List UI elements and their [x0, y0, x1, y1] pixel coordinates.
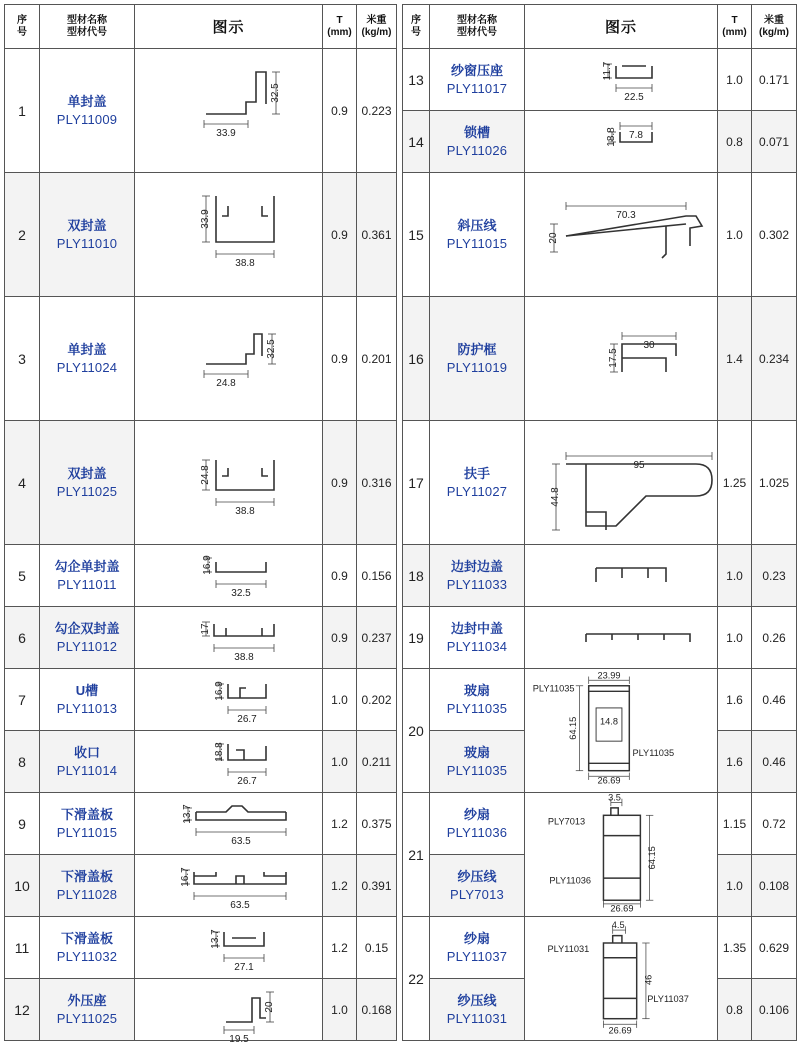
weight-cell: 0.361 [357, 173, 397, 297]
thickness-cell: 1.0 [718, 855, 752, 917]
profile-drawing [136, 920, 322, 976]
svg-text:32.5: 32.5 [265, 338, 277, 359]
header-weight: 米重 [366, 14, 387, 26]
svg-text:38.8: 38.8 [234, 257, 255, 269]
weight-cell: 0.15 [357, 917, 397, 979]
profile-name-cell [430, 669, 525, 731]
profile-figure [525, 545, 718, 607]
thickness-cell: 1.0 [718, 49, 752, 111]
right-spec-table [402, 4, 797, 1041]
profile-name: 双封盖 [67, 465, 107, 481]
profile-name: 收口 [73, 744, 100, 760]
profile-name-cell [40, 421, 135, 545]
profile-name-cell [40, 49, 135, 173]
thickness-cell: 1.25 [718, 421, 752, 545]
weight-cell: 0.201 [357, 297, 397, 421]
profile-drawing [136, 672, 322, 728]
profile-drawing [136, 52, 322, 170]
profile-name-cell [40, 545, 135, 607]
profile-name-cell [430, 855, 525, 917]
svg-text:27.1: 27.1 [233, 961, 254, 973]
profile-drawing [526, 548, 716, 604]
svg-text:7.8: 7.8 [629, 129, 643, 141]
figure-label: 26.69 [608, 1024, 632, 1035]
header-name: 型材名称 [457, 14, 497, 26]
profile-name-cell [40, 979, 135, 1041]
thickness-cell: 1.2 [323, 793, 357, 855]
header-no: 序 [411, 14, 421, 26]
figure-label: 46 [643, 974, 654, 985]
svg-text:30: 30 [643, 339, 655, 351]
profile-code: PLY11035 [446, 762, 508, 778]
row-number: 2 [5, 173, 40, 297]
table-row [403, 607, 797, 669]
profile-name-cell [430, 49, 525, 111]
row-number: 8 [5, 731, 40, 793]
header-weight-unit: (kg/m) [361, 26, 392, 38]
figure-label: 14.8 [600, 716, 618, 727]
profile-drawing [526, 792, 716, 915]
weight-cell: 0.211 [357, 731, 397, 793]
profile-name: 扶手 [463, 465, 490, 481]
weight-cell: 0.629 [752, 917, 797, 979]
header-name: 型材名称 [67, 14, 107, 26]
table-row [5, 607, 397, 669]
profile-code: PLY11019 [446, 359, 508, 375]
svg-text:16.9: 16.9 [213, 680, 225, 701]
profile-code: PLY11025 [56, 1010, 118, 1026]
profile-name: 纱窗压座 [450, 62, 503, 78]
profile-figure [135, 855, 323, 917]
weight-cell: 0.237 [357, 607, 397, 669]
table-row [5, 793, 397, 855]
table-row [5, 917, 397, 979]
table-row [403, 173, 797, 297]
thickness-cell: 1.0 [323, 731, 357, 793]
thickness-cell: 0.9 [323, 545, 357, 607]
profile-drawing [526, 424, 716, 542]
row-number: 3 [5, 297, 40, 421]
svg-text:16.9: 16.9 [201, 554, 213, 575]
weight-cell: 0.108 [752, 855, 797, 917]
figure-label: PLY7013 [547, 816, 586, 827]
figure-label: 64.15 [647, 845, 658, 869]
profile-figure [525, 49, 718, 111]
figure-label: PLY11035 [632, 747, 675, 758]
profile-name: 锁槽 [463, 124, 490, 140]
weight-cell: 0.316 [357, 421, 397, 545]
header-no-2: 号 [411, 26, 421, 38]
svg-text:26.7: 26.7 [236, 775, 257, 787]
header-no: 序 [17, 14, 27, 26]
profile-figure [135, 545, 323, 607]
weight-cell: 0.72 [752, 793, 797, 855]
profile-name-cell [430, 917, 525, 979]
profile-code: PLY11031 [446, 1010, 508, 1026]
table-row [403, 793, 797, 855]
profile-code: PLY11010 [56, 235, 118, 251]
profile-drawing [136, 424, 322, 542]
svg-text:38.8: 38.8 [233, 651, 254, 663]
profile-name: 下滑盖板 [60, 930, 113, 946]
profile-code: PLY11037 [446, 948, 508, 964]
profile-drawing [526, 52, 716, 108]
thickness-cell: 1.2 [323, 855, 357, 917]
header-t: T [731, 14, 738, 26]
profile-name: 玻扇 [463, 744, 490, 760]
table-row [5, 669, 397, 731]
profile-drawing [136, 548, 322, 604]
profile-drawing [526, 919, 716, 1039]
svg-text:26.7: 26.7 [236, 713, 257, 725]
profile-name: U槽 [75, 682, 99, 698]
row-number: 15 [403, 173, 430, 297]
svg-text:63.5: 63.5 [230, 835, 251, 847]
profile-code: PLY11015 [446, 235, 508, 251]
table-row [5, 545, 397, 607]
profile-figure [525, 297, 718, 421]
thickness-cell: 1.0 [323, 669, 357, 731]
profile-code: PLY11011 [57, 576, 117, 592]
profile-figure [135, 917, 323, 979]
table-row [403, 545, 797, 607]
svg-text:17: 17 [199, 622, 211, 635]
figure-label: 26.69 [610, 902, 634, 913]
profile-drawing [526, 610, 716, 666]
profile-code: PLY11028 [56, 886, 118, 902]
figure-label: 26.69 [597, 775, 621, 786]
thickness-cell: 0.9 [323, 173, 357, 297]
profile-name-cell [430, 731, 525, 793]
profile-code: PLY11014 [56, 762, 118, 778]
profile-code: PLY11025 [56, 483, 118, 499]
profile-code: PLY11032 [56, 948, 118, 964]
svg-text:63.5: 63.5 [229, 899, 250, 911]
weight-cell: 0.391 [357, 855, 397, 917]
profile-figure [135, 297, 323, 421]
svg-text:16.7: 16.7 [179, 866, 191, 887]
table-row [5, 173, 397, 297]
profile-name-cell [430, 545, 525, 607]
row-number: 17 [403, 421, 430, 545]
profile-drawing [136, 610, 322, 666]
profile-drawing [136, 796, 322, 852]
svg-text:11.7: 11.7 [602, 61, 613, 80]
table-header [403, 5, 797, 49]
table-row [5, 731, 397, 793]
profile-name-cell [40, 297, 135, 421]
profile-name: 玻扇 [463, 682, 490, 698]
svg-text:17.5: 17.5 [608, 347, 619, 368]
left-spec-table [4, 4, 397, 1045]
profile-figure [525, 421, 718, 545]
profile-figure [525, 173, 718, 297]
profile-drawing [526, 300, 716, 418]
weight-cell: 0.26 [752, 607, 797, 669]
thickness-cell: 1.35 [718, 917, 752, 979]
profile-code: PLY11036 [446, 824, 508, 840]
weight-cell: 0.171 [752, 49, 797, 111]
profile-figure [135, 421, 323, 545]
profile-name-cell [40, 731, 135, 793]
table-row [403, 49, 797, 111]
row-number: 22 [403, 917, 430, 1041]
weight-cell: 0.202 [357, 669, 397, 731]
row-number: 19 [403, 607, 430, 669]
profile-code: PLY11027 [446, 483, 508, 499]
profile-name: 防护框 [457, 341, 497, 357]
profile-name: 单封盖 [67, 341, 107, 357]
profile-code: PLY11013 [56, 700, 118, 716]
thickness-cell: 1.15 [718, 793, 752, 855]
thickness-cell: 0.8 [718, 111, 752, 173]
header-figure: 图示 [525, 5, 718, 49]
thickness-cell: 1.0 [323, 979, 357, 1041]
table-row [403, 297, 797, 421]
figure-label: PLY11035 [532, 682, 575, 693]
profile-drawing [526, 176, 716, 294]
weight-cell: 0.46 [752, 669, 797, 731]
weight-cell: 0.106 [752, 979, 797, 1041]
row-number: 16 [403, 297, 430, 421]
profile-name: 单封盖 [67, 93, 107, 109]
profile-name: 勾企单封盖 [54, 558, 120, 574]
profile-name-cell [430, 979, 525, 1041]
row-number: 6 [5, 607, 40, 669]
weight-cell: 0.168 [357, 979, 397, 1041]
svg-text:20: 20 [263, 1000, 275, 1013]
header-no-2: 号 [17, 26, 27, 38]
svg-text:95: 95 [633, 459, 645, 471]
thickness-cell: 0.9 [323, 421, 357, 545]
thickness-cell: 1.6 [718, 669, 752, 731]
row-number: 5 [5, 545, 40, 607]
row-number: 1 [5, 49, 40, 173]
profile-code: PLY11012 [56, 638, 118, 654]
weight-cell: 0.156 [357, 545, 397, 607]
svg-text:70.3: 70.3 [616, 209, 636, 221]
profile-drawing [526, 114, 716, 170]
profile-name: 斜压线 [457, 217, 497, 233]
svg-text:32.5: 32.5 [269, 82, 281, 103]
figure-label: 3.5 [608, 792, 621, 803]
profile-drawing [136, 300, 322, 418]
profile-name: 下滑盖板 [60, 868, 113, 884]
profile-name-cell [430, 421, 525, 545]
thickness-cell: 1.0 [718, 173, 752, 297]
row-number: 13 [403, 49, 430, 111]
thickness-cell: 0.8 [718, 979, 752, 1041]
thickness-cell: 0.9 [323, 297, 357, 421]
weight-cell: 0.223 [357, 49, 397, 173]
profile-name: 边封中盖 [450, 620, 503, 636]
weight-cell: 0.234 [752, 297, 797, 421]
profile-drawing [136, 982, 322, 1045]
row-number: 21 [403, 793, 430, 917]
profile-name-cell [430, 297, 525, 421]
profile-figure [135, 607, 323, 669]
row-number: 18 [403, 545, 430, 607]
profile-name-cell [40, 607, 135, 669]
row-number: 20 [403, 669, 430, 793]
profile-code: PLY11017 [446, 80, 508, 96]
weight-cell: 0.23 [752, 545, 797, 607]
weight-cell: 0.071 [752, 111, 797, 173]
profile-name: 勾企双封盖 [54, 620, 120, 636]
profile-name-cell [430, 793, 525, 855]
svg-text:22.5: 22.5 [624, 91, 644, 103]
profile-drawing [136, 858, 322, 914]
weight-cell: 1.025 [752, 421, 797, 545]
svg-text:44.8: 44.8 [550, 486, 561, 507]
profile-name: 外压座 [67, 992, 107, 1008]
profile-name-cell [40, 793, 135, 855]
profile-figure [135, 49, 323, 173]
row-number: 12 [5, 979, 40, 1041]
thickness-cell: 1.2 [323, 917, 357, 979]
profile-drawing [526, 671, 716, 791]
profile-drawing [136, 176, 322, 294]
figure-label: 4.5 [611, 919, 625, 930]
thickness-cell: 0.9 [323, 607, 357, 669]
table-row [403, 917, 797, 979]
svg-text:24.8: 24.8 [215, 377, 236, 389]
profile-figure [135, 669, 323, 731]
profile-figure [525, 607, 718, 669]
header-t: T [336, 14, 343, 26]
row-number: 7 [5, 669, 40, 731]
table-row [5, 49, 397, 173]
table-row [403, 111, 797, 173]
row-number: 14 [403, 111, 430, 173]
row-number: 11 [5, 917, 40, 979]
profile-code: PLY11026 [446, 142, 508, 158]
profile-name: 纱压线 [457, 868, 497, 884]
profile-figure [525, 917, 718, 1041]
profile-code: PLY11035 [446, 700, 508, 716]
profile-code: PLY11024 [56, 359, 118, 375]
svg-text:24.8: 24.8 [199, 464, 211, 485]
profile-figure [135, 793, 323, 855]
figure-label: 64.15 [567, 716, 578, 740]
weight-cell: 0.375 [357, 793, 397, 855]
weight-cell: 0.46 [752, 731, 797, 793]
profile-name-cell [430, 173, 525, 297]
figure-label: PLY11037 [647, 993, 689, 1004]
profile-drawing [136, 734, 322, 790]
profile-name-cell [430, 607, 525, 669]
svg-text:13.7: 13.7 [209, 928, 221, 949]
figure-label: 23.99 [597, 669, 621, 680]
thickness-cell: 1.6 [718, 731, 752, 793]
row-number: 10 [5, 855, 40, 917]
profile-name: 下滑盖板 [60, 806, 113, 822]
table-row [5, 297, 397, 421]
profile-name: 边封边盖 [450, 558, 503, 574]
profile-figure [135, 173, 323, 297]
header-t-unit: (mm) [327, 26, 352, 38]
profile-code: PLY11009 [56, 111, 118, 127]
profile-name: 纱扇 [463, 930, 490, 946]
profile-figure [525, 669, 718, 793]
svg-text:32.5: 32.5 [230, 587, 251, 599]
profile-code: PLY11015 [56, 824, 118, 840]
header-weight: 米重 [764, 14, 784, 26]
table-row [5, 855, 397, 917]
header-t-unit: (mm) [722, 26, 747, 38]
profile-name: 纱压线 [457, 992, 497, 1008]
table-header [5, 5, 397, 49]
svg-text:19.5: 19.5 [228, 1033, 249, 1045]
profile-figure [525, 111, 718, 173]
profile-figure [135, 731, 323, 793]
profile-name-cell [40, 917, 135, 979]
header-figure: 图示 [135, 5, 323, 49]
header-weight-unit: (kg/m) [759, 26, 789, 38]
svg-text:33.9: 33.9 [215, 127, 236, 139]
thickness-cell: 1.0 [718, 545, 752, 607]
row-number: 9 [5, 793, 40, 855]
profile-code: PLY11033 [446, 576, 508, 592]
profile-name-cell [40, 669, 135, 731]
table-row [403, 669, 797, 731]
profile-name: 双封盖 [67, 217, 107, 233]
profile-figure [525, 793, 718, 917]
figure-label: PLY11031 [547, 943, 590, 954]
svg-text:18.8: 18.8 [213, 741, 225, 762]
thickness-cell: 0.9 [323, 49, 357, 173]
svg-text:38.8: 38.8 [234, 505, 255, 517]
svg-text:18.8: 18.8 [606, 126, 617, 147]
header-code: 型材代号 [67, 26, 107, 38]
figure-label: PLY11036 [549, 875, 592, 886]
profile-code: PLY7013 [450, 886, 504, 902]
profile-name-cell [430, 111, 525, 173]
profile-name-cell [40, 173, 135, 297]
weight-cell: 0.302 [752, 173, 797, 297]
table-row [403, 421, 797, 545]
profile-figure [135, 979, 323, 1045]
table-row [5, 421, 397, 545]
svg-text:33.9: 33.9 [199, 208, 211, 229]
header-code: 型材代号 [457, 26, 497, 38]
table-row [5, 979, 397, 1041]
thickness-cell: 1.0 [718, 607, 752, 669]
svg-text:13.7: 13.7 [181, 803, 193, 824]
profile-code: PLY11034 [446, 638, 508, 654]
profile-name: 纱扇 [463, 806, 490, 822]
svg-text:20: 20 [548, 231, 559, 244]
row-number: 4 [5, 421, 40, 545]
thickness-cell: 1.4 [718, 297, 752, 421]
profile-name-cell [40, 855, 135, 917]
